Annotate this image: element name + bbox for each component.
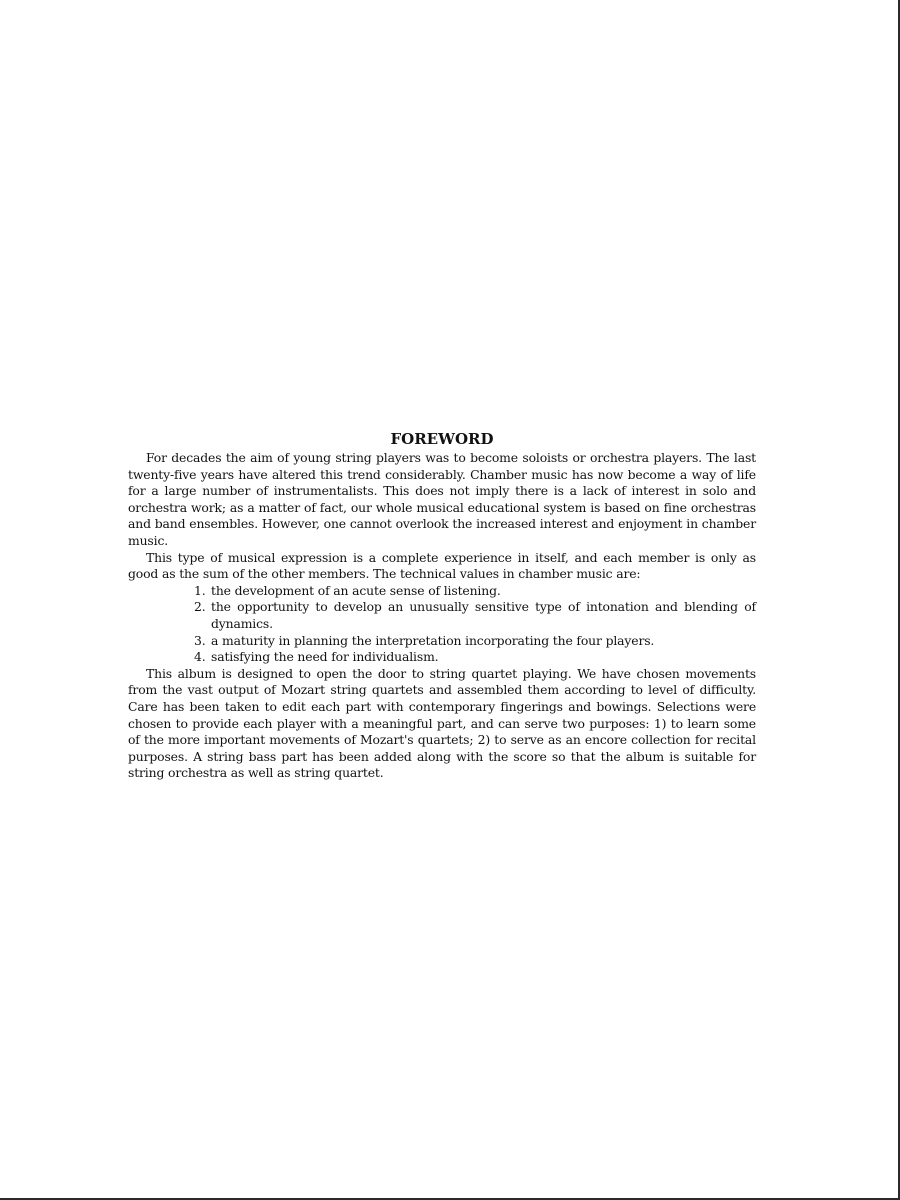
- technical-values-list: [128, 583, 756, 666]
- list-item-text: satisfying the need for individualism.: [211, 649, 439, 665]
- list-item-number: 4.: [194, 649, 206, 665]
- list-item: [194, 633, 756, 650]
- list-item-text: the opportunity to develop an unusually sensitive type of intonation and blending of dynamics.: [211, 599, 756, 631]
- list-item: [194, 649, 756, 666]
- foreword-paragraph-1: For decades the aim of young string players was to become soloists or orchestra players. The last twenty-five years have altered this trend considerably. Chamber music has now become a way of life for a large number of instrumentalists. This does not imply there is a lack of interest in solo and orchestra work; as a matter of fact, our whole musical educational system is based on fine orchestras and band ensembles. However, one cannot overlook the increased interest and enjoyment in chamber music.: [128, 450, 756, 548]
- list-item-number: 1.: [194, 582, 206, 598]
- list-item-text: the development of an acute sense of listening.: [211, 582, 501, 598]
- list-item: [194, 583, 756, 600]
- page-title: FOREWORD: [390, 430, 494, 448]
- list-item-number: 3.: [194, 632, 206, 648]
- list-item-number: 2.: [194, 599, 206, 615]
- list-item: [194, 599, 756, 632]
- foreword-paragraph-3: This album is designed to open the door to string quartet playing. We have chosen movements from the vast output of Mozart string quartets and assembled them according to level of difficulty. Care has been taken to edit each part with contemporary fingerings and bowings. Selections were chosen to provide each player with a meaningful part, and can serve two purposes: 1) to learn some of the more important movements of Mozart's quartets; 2) to serve as an encore collection for recital purposes. A string bass part has been added along with the score so that the album is suitable for string orchestra as well as string quartet.: [128, 665, 756, 781]
- foreword-paragraph-2: This type of musical expression is a complete experience in itself, and each member is only as good as the sum of the other members. The technical values in chamber music are:: [128, 549, 756, 582]
- foreword-section: [128, 429, 756, 782]
- list-item-text: a maturity in planning the interpretation incorporating the four players.: [211, 632, 655, 648]
